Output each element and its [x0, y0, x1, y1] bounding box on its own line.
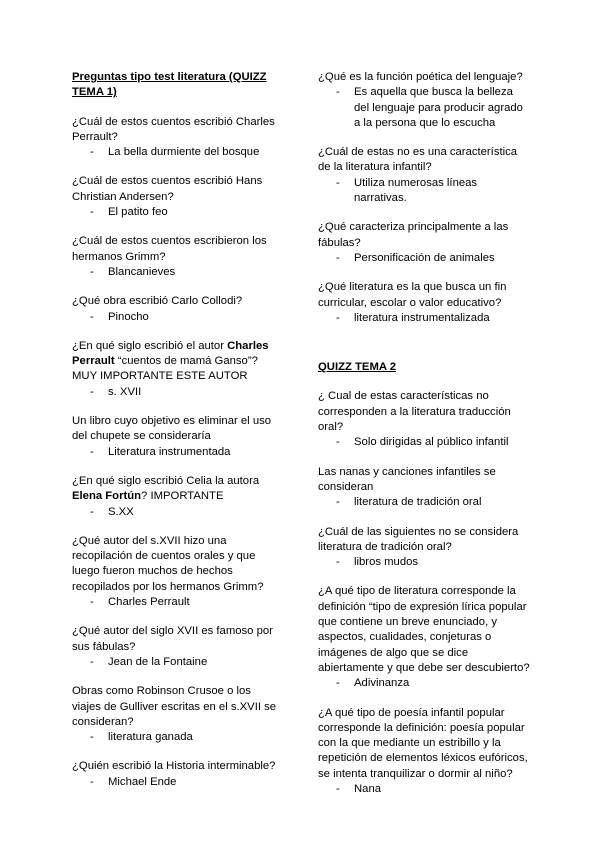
section-spacer: [318, 340, 530, 356]
answer-text: s. XVII: [108, 385, 142, 398]
answer-item: [318, 555, 530, 570]
answer-item: [318, 435, 530, 450]
qa-item: [72, 294, 282, 325]
question-text: ¿Cuál de estos cuentos escribieron los hermanos Grimm?: [72, 235, 267, 263]
answer-text: literatura de tradición oral: [354, 496, 482, 509]
question-text: ¿Qué autor del s.XVII hizo una recopilación de cuentos orales y que luego fueron muchos de hechos recopilados por los hermanos Grimm?: [72, 534, 264, 593]
dash-bullet: -: [90, 731, 94, 744]
answer-text: Utiliza numerosas líneas narrativas.: [354, 176, 478, 205]
answer-text: S.XX: [108, 505, 134, 518]
question-text: ¿Qué caracteriza principalmente a las fábulas?: [318, 221, 509, 249]
answer-text: Es aquella que busca la belleza del lenguaje para producir agrado a la persona que lo escucha: [354, 86, 523, 129]
question-text: ¿Cuál de estos cuentos escribió Hans Christian Andersen?: [72, 175, 263, 203]
author-name-bold: Charles Perrault: [72, 339, 269, 368]
dash-bullet: -: [90, 206, 94, 219]
question-text: [72, 474, 282, 505]
dash-bullet: -: [336, 311, 340, 324]
dash-bullet: -: [336, 86, 340, 99]
dash-bullet: -: [90, 655, 94, 668]
answer-text: Pinocho: [108, 310, 149, 323]
qa-item: [318, 280, 530, 326]
qa-item: [72, 414, 282, 460]
dash-bullet: -: [336, 556, 340, 569]
qa-item: [318, 220, 530, 266]
quiz-1-title: Preguntas tipo test literatura (QUIZZ TEMA 1): [72, 71, 267, 99]
dash-bullet: -: [90, 265, 94, 278]
answer-item: [72, 595, 282, 610]
qa-item: [318, 465, 530, 511]
question-text: Obras como Robinson Crusoe o los viajes de Gulliver escritas en el s.XVII se consideran?: [72, 685, 277, 728]
question-text: ¿Cuál de las siguientes no se considera literatura de tradición oral?: [318, 525, 519, 553]
answer-item: [318, 311, 530, 326]
qa-item: [318, 706, 530, 798]
dash-bullet: -: [90, 775, 94, 788]
dash-bullet: -: [336, 436, 340, 449]
dash-bullet: -: [90, 385, 94, 398]
qa-item: [72, 624, 282, 670]
answer-item: [72, 775, 282, 790]
question-text: ¿A qué tipo de poesía infantil popular corresponde la definición: poesía popular con la que mediante un estribillo y la repetición de elementos léxicos eufóricos, se intenta tranquilizar o dormir al niño?: [318, 706, 528, 780]
qa-item: [318, 145, 530, 206]
answer-item: [72, 730, 282, 745]
question-text: ¿ Cual de estas características no corresponden a la literatura traducción oral?: [318, 390, 511, 434]
question-text: ¿A qué tipo de literatura corresponde la definición “tipo de expresión lírica popular que contiene un breve enunciado, y aspectos, cualidades, conjeturas o imágenes de algo que se dice abiertamente y que debe ser descubierto?: [318, 585, 530, 674]
dash-bullet: -: [336, 176, 340, 189]
answer-text: Literatura instrumentada: [108, 445, 231, 458]
qa-item: [318, 70, 530, 131]
qa-item: [72, 234, 282, 280]
dash-bullet: -: [90, 146, 94, 159]
qa-item: [72, 684, 282, 745]
qa-item: [72, 474, 282, 520]
answer-item: [318, 676, 530, 691]
left-column: [72, 70, 282, 804]
answer-text: La bella durmiente del bosque: [108, 146, 260, 159]
answer-text: El patito feo: [108, 206, 168, 219]
answer-item: [72, 310, 282, 325]
question-text: Un libro cuyo objetivo es eliminar el uso del chupete se consideraría: [72, 415, 272, 443]
qa-item: [72, 534, 282, 610]
qa-item: [318, 584, 530, 691]
answer-text: Charles Perrault: [108, 596, 190, 609]
dash-bullet: -: [336, 677, 340, 690]
qa-item: [72, 174, 282, 220]
answer-text: literatura instrumentalizada: [354, 311, 490, 324]
question-text-part: ? IMPORTANTE: [141, 490, 224, 503]
answer-item: [318, 251, 530, 266]
question-text: [72, 339, 282, 385]
question-text-part: “cuentos de mamá Ganso”? MUY IMPORTANTE ESTE AUTOR: [72, 355, 258, 383]
question-text: ¿Quién escribió la Historia interminable?: [72, 760, 276, 773]
dash-bullet: -: [90, 505, 94, 518]
dash-bullet: -: [90, 445, 94, 458]
answer-text: Solo dirigidas al público infantil: [354, 436, 509, 449]
answer-item: [72, 655, 282, 670]
answer-text: Michael Ende: [108, 775, 177, 788]
qa-item: [72, 339, 282, 400]
qa-item: [72, 115, 282, 161]
question-text: ¿Qué obra escribió Carlo Collodi?: [72, 295, 243, 308]
dash-bullet: -: [90, 310, 94, 323]
question-text: ¿Cuál de estos cuentos escribió Charles Perrault?: [72, 115, 275, 143]
question-text: Las nanas y canciones infantiles se consideran: [318, 465, 496, 493]
right-column: [318, 70, 530, 811]
question-text: ¿Qué literatura es la que busca un fin curricular, escolar o valor educativo?: [318, 281, 507, 309]
author-name-bold: Elena Fortún: [72, 490, 142, 503]
answer-item: [72, 505, 282, 520]
answer-item: [72, 205, 282, 220]
question-text-part: ¿En qué siglo escribió el autor: [72, 339, 228, 352]
quiz-2-title: QUIZZ TEMA 2: [318, 361, 397, 374]
dash-bullet: -: [90, 596, 94, 609]
answer-text: literatura ganada: [108, 731, 193, 744]
answer-item: [318, 782, 530, 797]
question-text: ¿Cuál de estas no es una característica de la literatura infantil?: [318, 146, 518, 174]
answer-text: Blancanieves: [108, 265, 176, 278]
qa-item: [318, 389, 530, 450]
question-text: ¿Qué autor del siglo XVII es famoso por sus fábulas?: [72, 625, 273, 653]
answer-text: libros mudos: [354, 556, 419, 569]
answer-text: Jean de la Fontaine: [108, 655, 208, 668]
qa-item: [318, 525, 530, 571]
dash-bullet: -: [336, 782, 340, 795]
answer-item: [72, 445, 282, 460]
qa-item: [72, 759, 282, 790]
question-text: ¿Qué es la función poética del lenguaje?: [318, 71, 523, 83]
answer-text: Adivinanza: [354, 677, 410, 690]
answer-item: [72, 145, 282, 160]
answer-item: [318, 85, 530, 131]
answer-item: [318, 495, 530, 510]
dash-bullet: -: [336, 496, 340, 509]
answer-text: Nana: [354, 782, 382, 795]
answer-item: [72, 385, 282, 400]
answer-item: [72, 265, 282, 280]
answer-text: Personificación de animales: [354, 251, 495, 264]
question-text-part: ¿En qué siglo escribió Celia la autora: [72, 474, 260, 487]
answer-item: [318, 176, 530, 207]
dash-bullet: -: [336, 251, 340, 264]
